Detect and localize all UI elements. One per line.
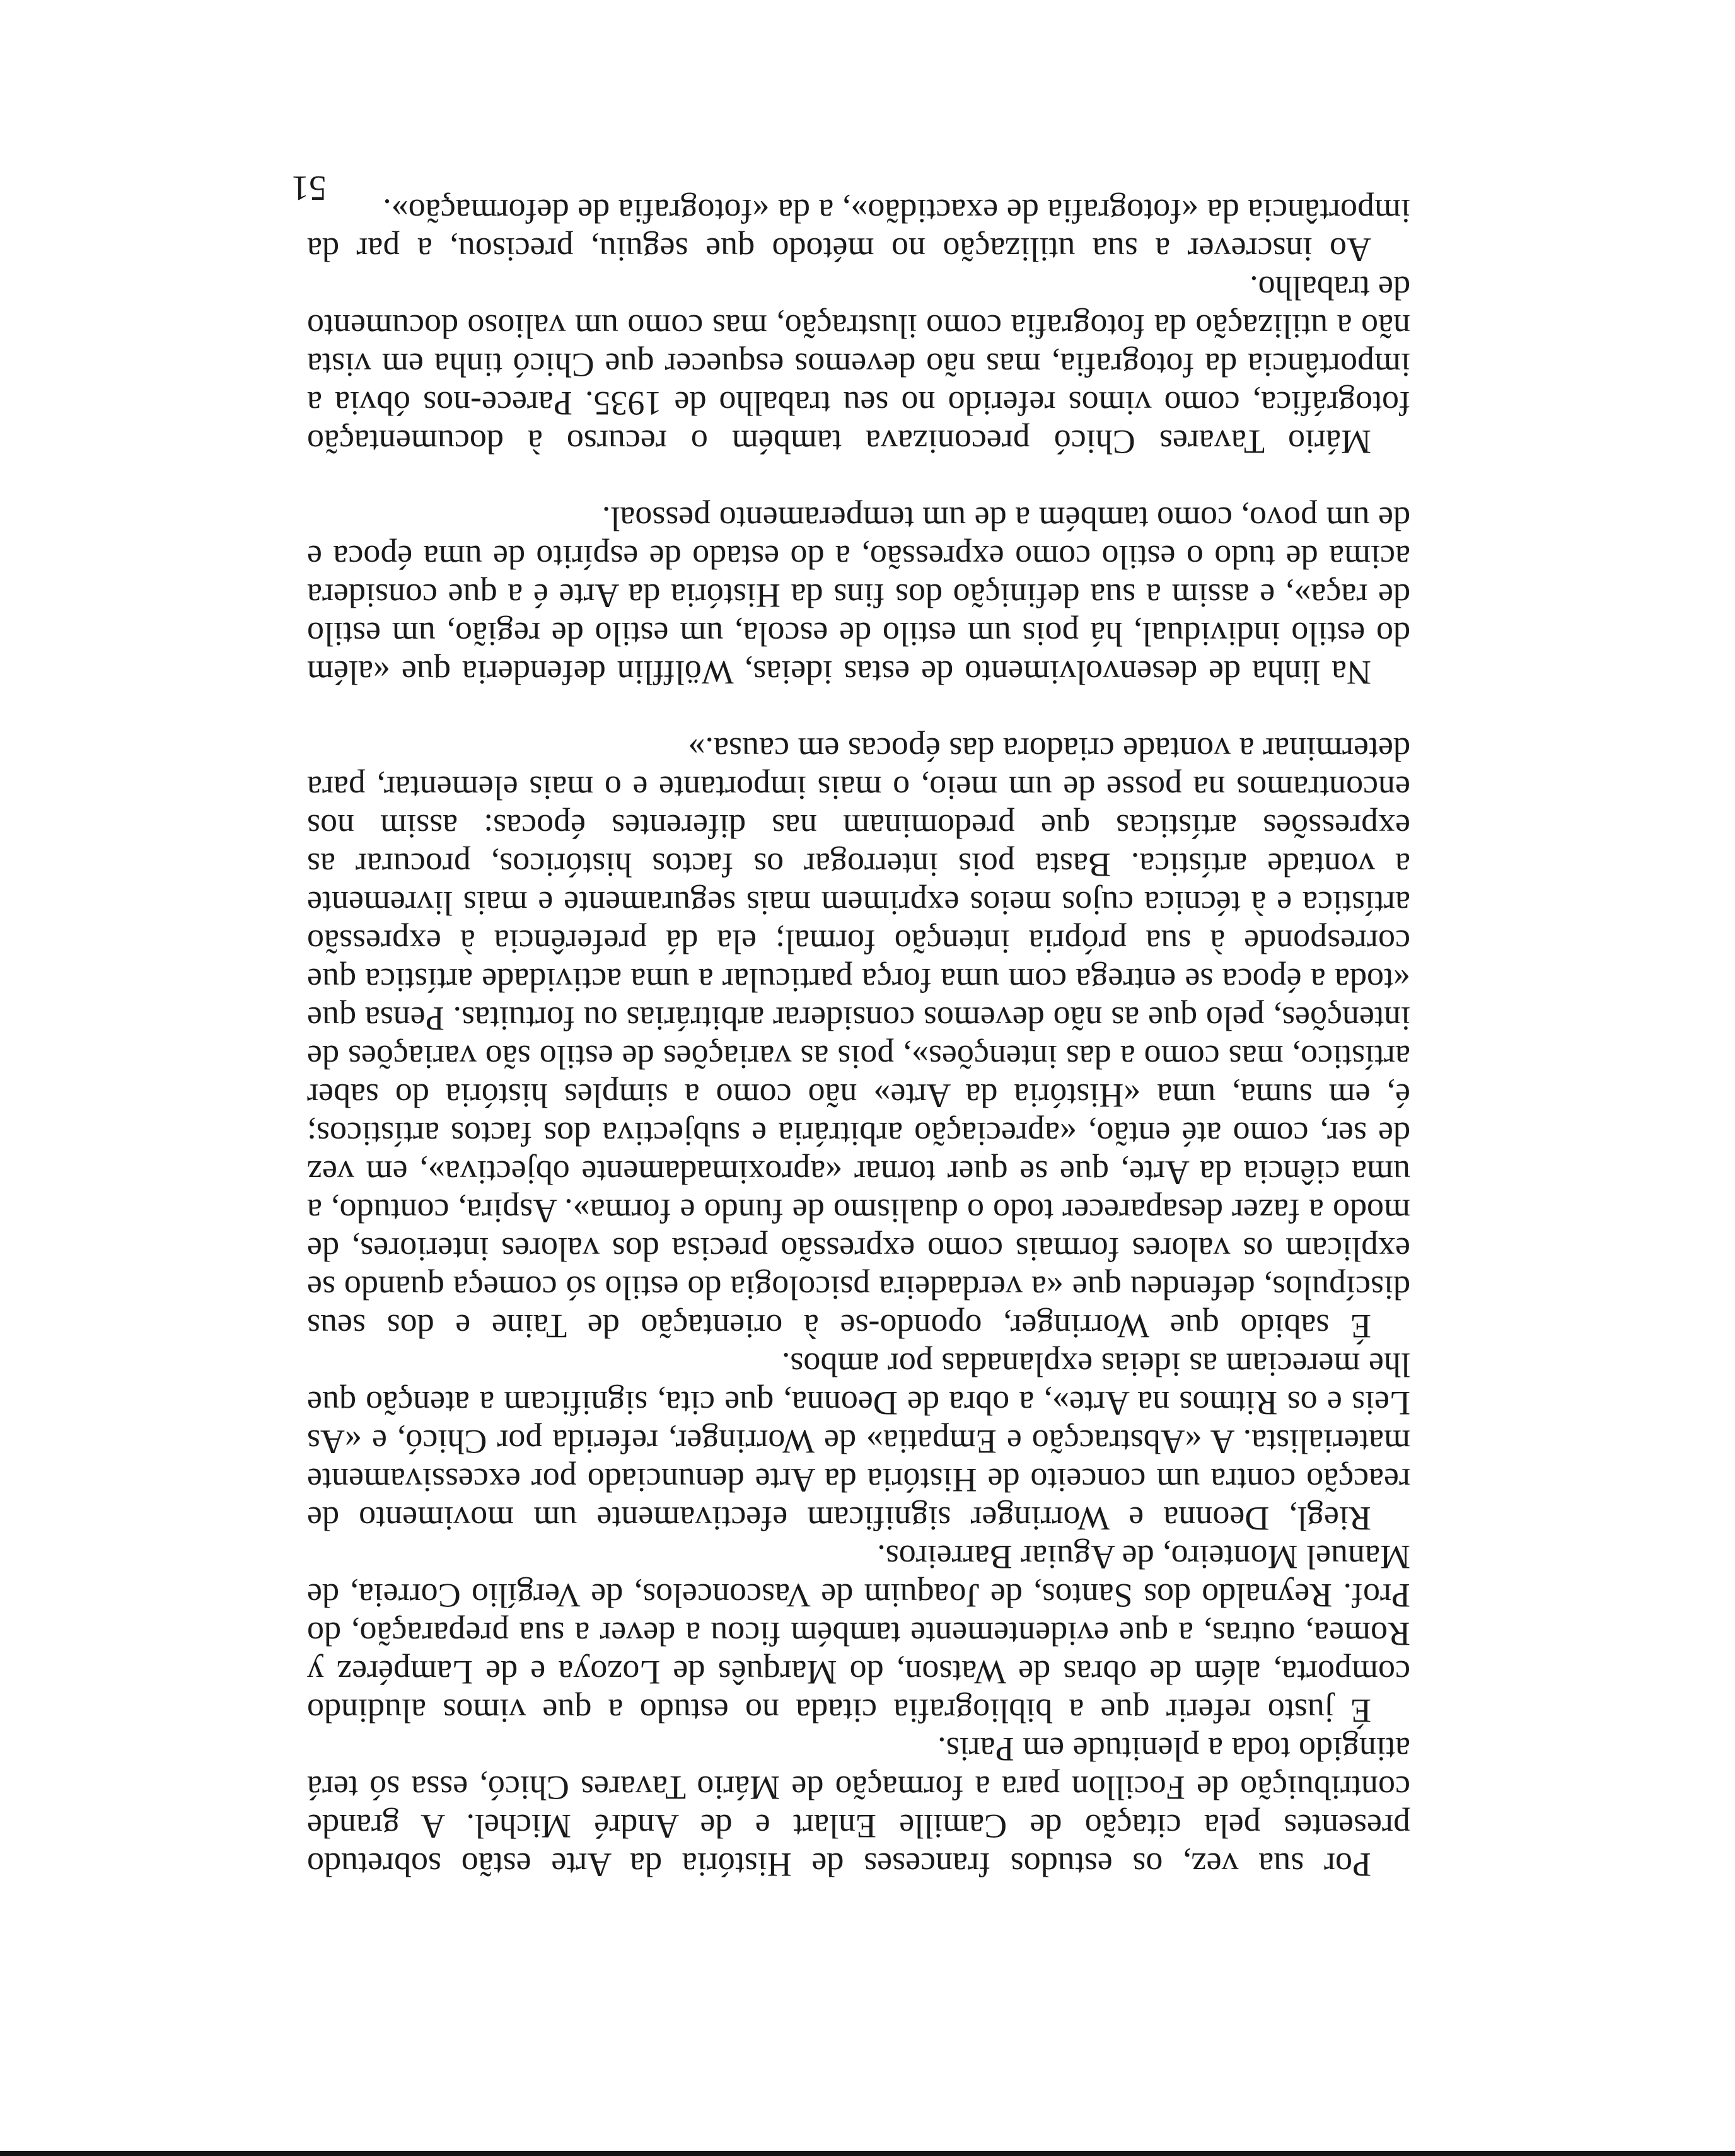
paragraph-5: Na linha de desenvolvimento de estas ideias, Wölfflin defenderia que «além do estilo individual, há pois um estilo de escola, um estilo de região, um estilo de raça», e assim a sua definição dos fins da História da Arte é a que considera acima de tudo o estilo como expressão, a do estado de espírito de uma época e de um povo, como também a de um temperamento pessoal.: [307, 500, 1410, 692]
paragraph-2: É justo referir que a bibliografia citada no estudo a que vimos aludindo comporta, além de obras de Watson, do Marquês de Lozoya e de Lampérez y Romea, outras, a que evidentemente também ficou a dever a sua preparação, do Prof. Reynaldo dos Santos, de Joaquim de Vasconcelos, de Vergílio Correia, de Manuel Monteiro, de Aguiar Barreiros.: [307, 1538, 1410, 1730]
paragraph-3: Riegl, Deonna e Worringer significam efectivamente um movimento de reacção contra um conceito de História da Arte denunciado por excessivamente materialista. A «Abstracção e Empatia» de Worringer, referida por Chicó, e «As Leis e os Ritmos na Arte», a obra de Deonna, que cita, significam a atenção que lhe mereciam as ideias explanadas por ambos.: [307, 1346, 1410, 1538]
paragraph-7: Ao inscrever a sua utilização no método que seguiu, precisou, a par da importância da «fotografia de exactidão», a da «fotografia de deformação».: [307, 192, 1410, 269]
scan-edge-line: [0, 2151, 1735, 2156]
body-text: [307, 192, 1410, 1884]
paragraph-6: Mário Tavares Chicó preconizava também o recurso à documentação fotográfica, como vimos referido no seu trabalho de 1935. Parece-nos óbvia a importância da fotografia, mas não devemos esquecer que Chicó tinha em vista não a utilização da fotografia como ilustração, mas como um valioso documento de trabalho.: [307, 269, 1410, 461]
paragraph-4: É sabido que Worringer, opondo-se à orientação de Taine e dos seus discípulos, defendeu que «a verdadeira psicologia do estilo só começa quando se explicam os valores formais como expressão precisa dos valores interiores, de modo a fazer desaparecer todo o dualismo de fundo e forma». Aspira, contudo, a uma ciência da Arte, que se quer tornar «aproximadamente objectiva», em vez de ser, como até então, «apreciação arbitrária e subjectiva dos factos artísticos; é, em suma, uma «História da Arte» não como a simples história do saber artístico, mas como a das intenções», pois as variações de estilo são variações de intenções, pelo que as não devemos considerar arbitrárias ou fortuitas. Pensa que «toda a época se entrega com uma força particular a uma actividade artística que corresponde à sua própria intenção formal; ela dá preferência à expressão artística e à técnica cujos meios exprimem mais seguramente e mais livremente a vontade artística. Basta pois interrogar os factos históricos, procurar as expressões artísticas que predominam nas diferentes épocas: assim nos encontramos na posse de um meio, o mais importante e o mais elementar, para determinar a vontade criadora das épocas em causa.»: [307, 731, 1410, 1345]
page-number: 51: [291, 168, 327, 207]
paragraph-1: Por sua vez, os estudos franceses de História da Arte estão sobretudo presentes pela citação de Camille Enlart e de André Michel. A grande contribuição de Focillon para a formação de Mário Tavares Chicó, essa só terá atingido toda a plenitude em Paris.: [307, 1730, 1410, 1884]
